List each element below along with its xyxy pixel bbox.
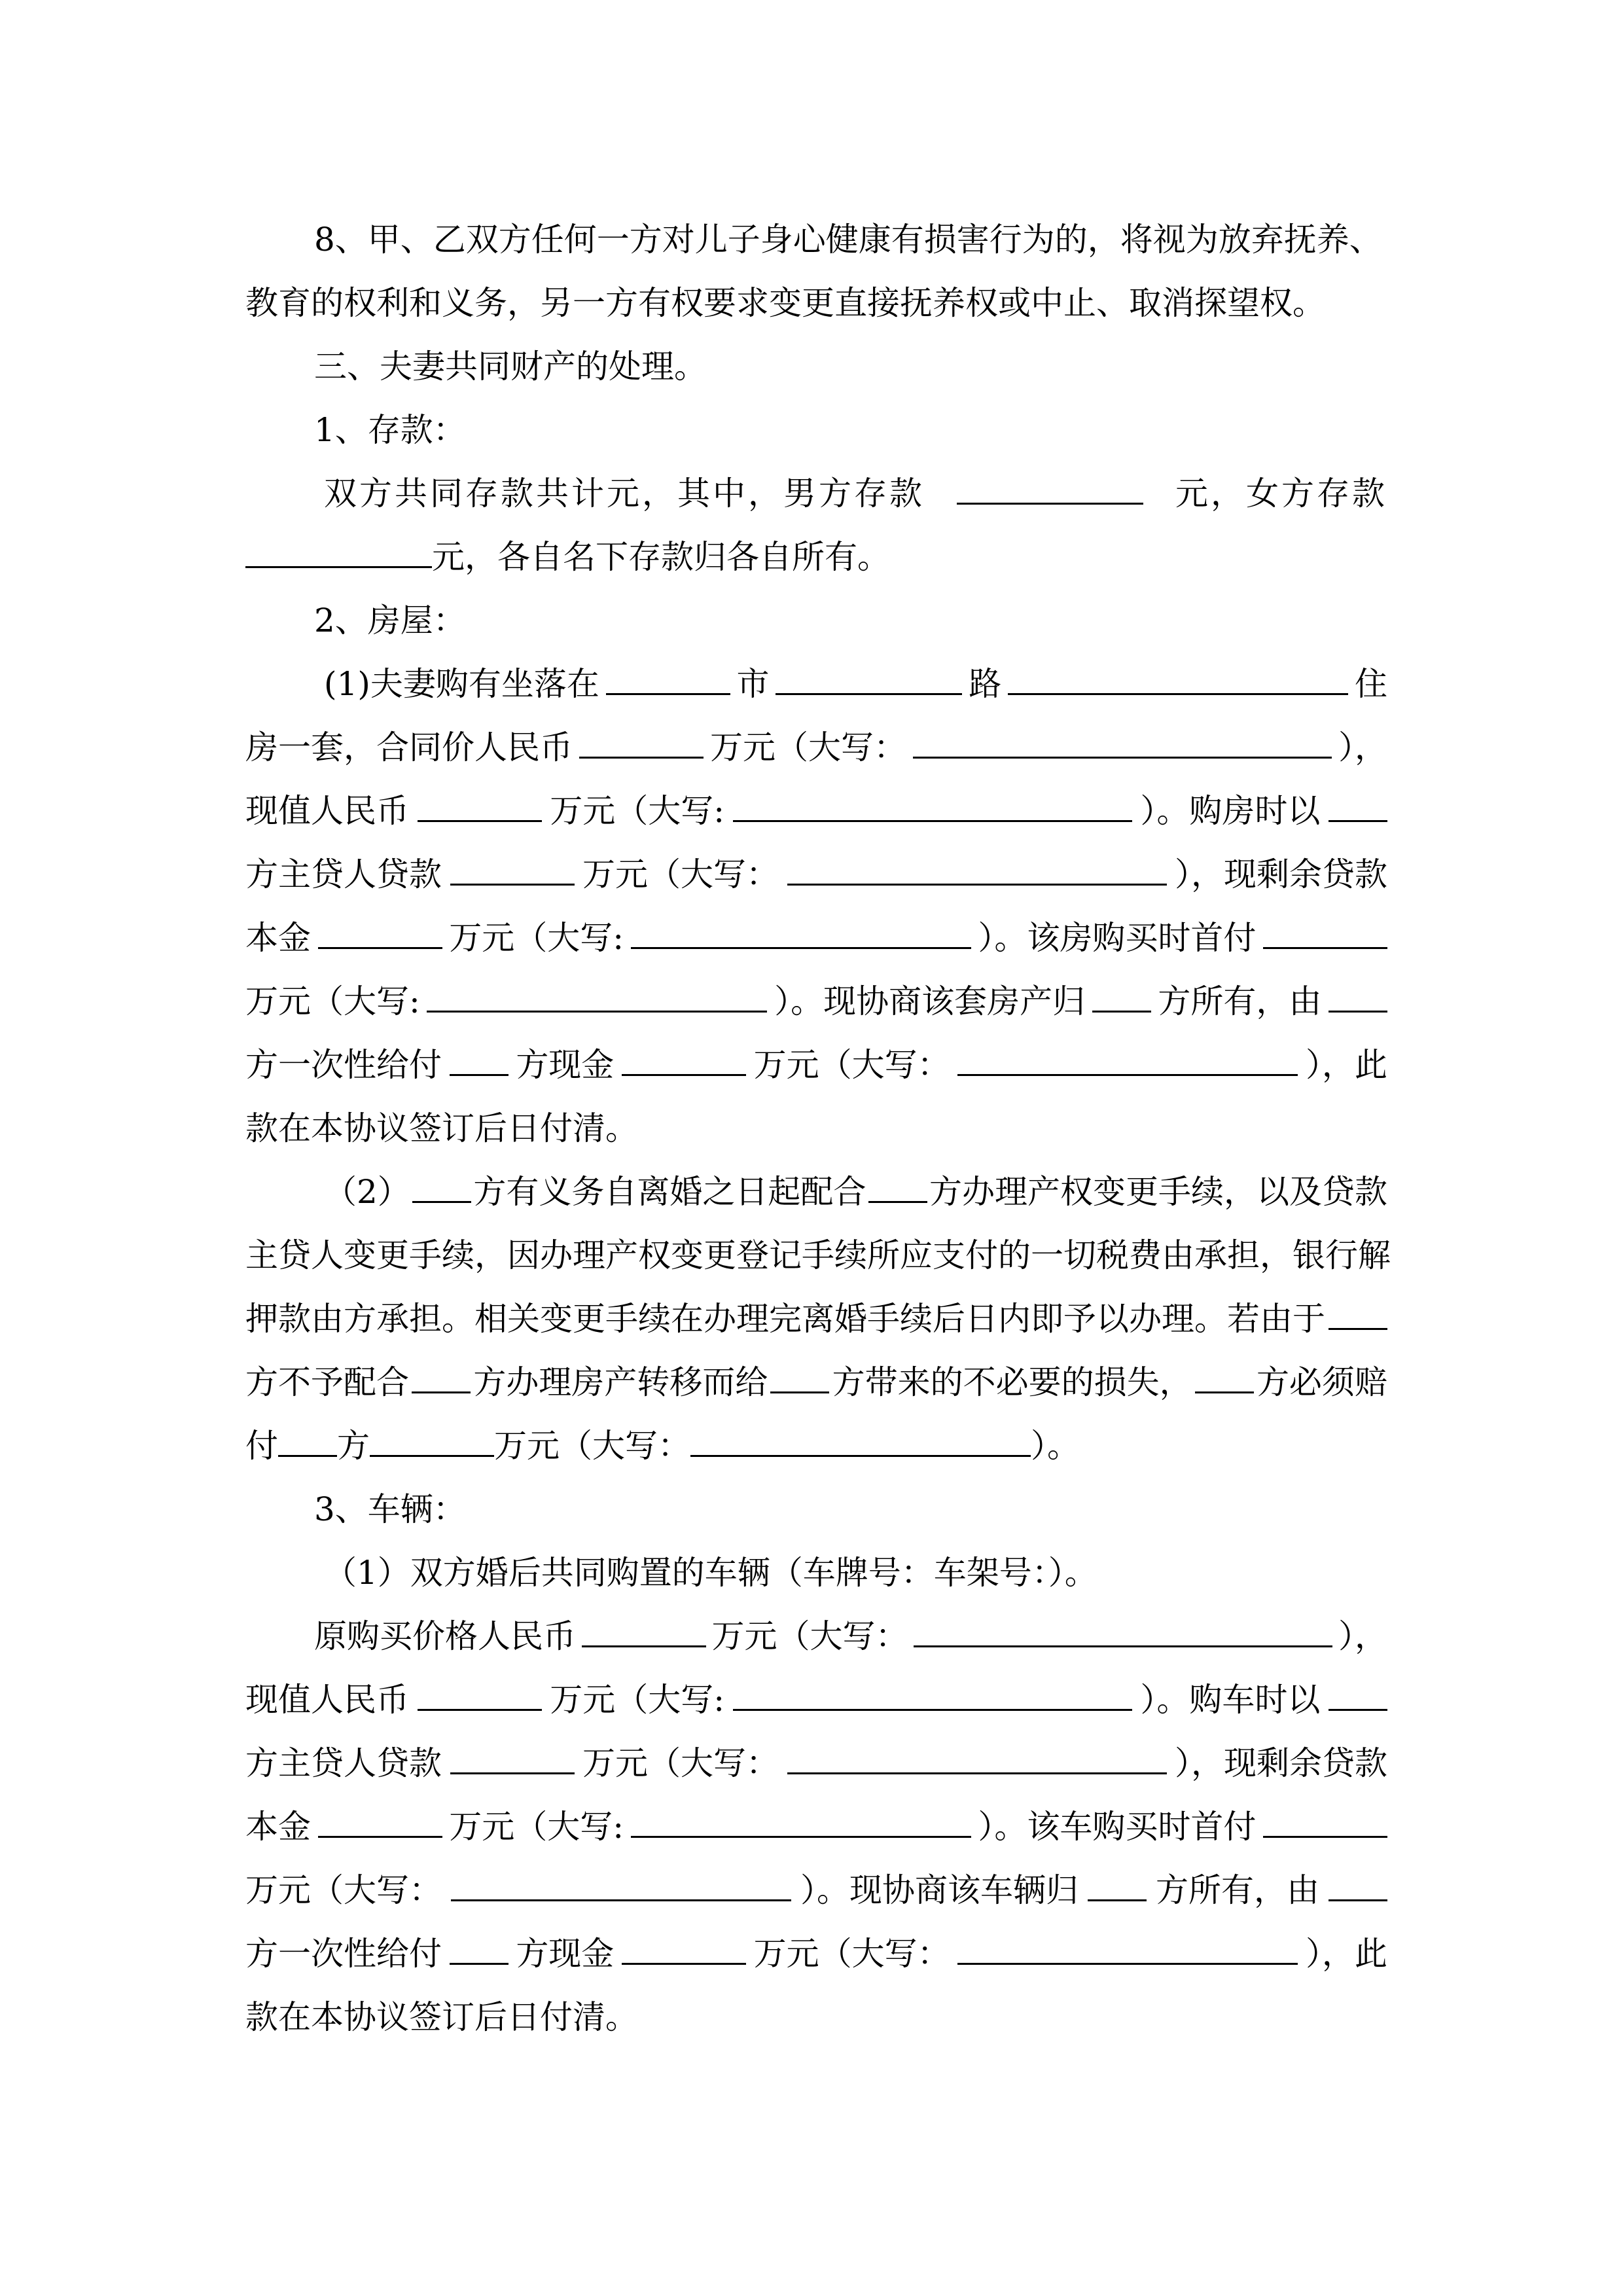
subheading-vehicle: 3、车辆： — [314, 1490, 466, 1528]
damaged-party-blank[interactable] — [770, 1365, 829, 1393]
vehicle-line-5: 本金 万元（大写: ）。该车购买时首付 — [245, 1795, 1387, 1859]
transfer-line-4: 方不予配合 方办理房产转移而给 方带来的不必要的损失， 方必须赔 — [245, 1363, 1387, 1401]
subheading-house: 2、房屋： — [314, 601, 466, 639]
vehicle-loan-blank[interactable] — [450, 1746, 575, 1774]
vehicle-price-words-blank[interactable] — [914, 1619, 1332, 1647]
city-blank[interactable] — [606, 667, 730, 695]
road-blank[interactable] — [776, 667, 962, 695]
house-line-1: (1)夫妻购有坐落在 市 路 住 — [324, 665, 1387, 703]
obligated-party-blank[interactable] — [412, 1175, 471, 1203]
house-line-6: 万元（大写: ）。现协商该套房产归 方所有，由 — [245, 970, 1387, 1033]
vehicle-value-blank[interactable] — [418, 1683, 542, 1711]
house-line-4: 方主贷人贷款 万元（大写： ），现剩余贷款 — [245, 855, 1387, 893]
vehicle-principal-words-blank[interactable] — [631, 1810, 971, 1838]
down-payment-words-blank[interactable] — [427, 984, 767, 1013]
loan-amount-blank[interactable] — [450, 857, 575, 886]
house-line-8: 款在本协议签订后日付清。 — [245, 1109, 638, 1147]
down-payment-blank[interactable] — [1263, 921, 1387, 949]
vehicle-value-words-blank[interactable] — [733, 1683, 1132, 1711]
vehicle-payer-party-blank[interactable] — [1329, 1873, 1387, 1901]
loan-amount-words-blank[interactable] — [787, 857, 1167, 886]
current-value-blank[interactable] — [418, 794, 542, 822]
subheading-savings: 1、存款： — [314, 411, 466, 449]
vehicle-principal-blank[interactable] — [318, 1810, 442, 1838]
house-line-7: 方一次性给付 方现金 万元（大写： ），此 — [245, 1046, 1387, 1084]
owner-party-blank[interactable] — [1092, 984, 1151, 1013]
vehicle-line-8: 款在本协议签订后日付清。 — [245, 1998, 638, 2036]
vehicle-down-payment-blank[interactable] — [1263, 1810, 1387, 1838]
vehicle-purchase-party-blank[interactable] — [1329, 1683, 1387, 1711]
payer-party-blank[interactable] — [1329, 984, 1387, 1013]
vehicle-line-2: 原购买价格人民币 万元（大写： ）， — [314, 1617, 1387, 1655]
clause-8-line-1: 8、甲、乙双方任何一方对儿子身心健康有损害行为的，将视为放弃抚养、 — [314, 221, 1382, 259]
transfer-line-5: 付 方 万元（大写： ）。 — [245, 1427, 1080, 1465]
house-line-3: 现值人民币 万元（大写: ）。购房时以 — [245, 780, 1387, 843]
vehicle-price-blank[interactable] — [582, 1619, 706, 1647]
vehicle-down-payment-words-blank[interactable] — [451, 1873, 791, 1901]
cash-amount-words-blank[interactable] — [957, 1048, 1298, 1076]
section-heading-property: 三、夫妻共同财产的处理。 — [314, 348, 707, 386]
transfer-line-3: 押款由方承担。相关变更手续在办理完离婚手续后日内即予以办理。若由于 — [245, 1287, 1387, 1351]
liable-party-blank[interactable] — [1195, 1365, 1254, 1393]
transfer-party-blank[interactable] — [868, 1175, 927, 1203]
savings-line-2: 元，各自名下存款归各自所有。 — [245, 526, 1387, 589]
contract-price-blank[interactable] — [579, 730, 704, 759]
current-value-words-blank[interactable] — [733, 794, 1132, 822]
noncooperating-party-blank[interactable] — [1329, 1302, 1387, 1330]
payee-party-blank[interactable] — [450, 1048, 508, 1076]
female-savings-blank[interactable] — [245, 540, 432, 568]
address-blank[interactable] — [1008, 667, 1348, 695]
vehicle-line-6: 万元（大写： ）。现协商该车辆归 方所有，由 — [245, 1859, 1387, 1922]
vehicle-line-1: （1）双方婚后共同购置的车辆（车牌号：车架号：）。 — [324, 1554, 1097, 1592]
purchase-party-blank[interactable] — [1329, 794, 1387, 822]
vehicle-line-7: 方一次性给付 方现金 万元（大写： ），此 — [245, 1935, 1387, 1973]
principal-words-blank[interactable] — [631, 921, 971, 949]
cash-amount-blank[interactable] — [622, 1048, 746, 1076]
vehicle-cash-blank[interactable] — [622, 1937, 746, 1965]
vehicle-payee-party-blank[interactable] — [450, 1937, 508, 1965]
vehicle-loan-words-blank[interactable] — [787, 1746, 1167, 1774]
transfer-party-2-blank[interactable] — [412, 1365, 471, 1393]
compensation-blank[interactable] — [370, 1429, 494, 1457]
house-line-5: 本金 万元（大写: ）。该房购买时首付 — [245, 906, 1387, 970]
vehicle-line-4: 方主贷人贷款 万元（大写： ），现剩余贷款 — [245, 1744, 1387, 1782]
principal-blank[interactable] — [318, 921, 442, 949]
document-page — [245, 208, 1391, 2049]
savings-line-1: 双方共同存款共计元，其中，男方存款 元，女方存款 — [324, 475, 1387, 512]
house-line-2: 房一套，合同价人民币 万元（大写： ）， — [245, 728, 1387, 766]
male-savings-blank[interactable] — [957, 476, 1143, 505]
transfer-line-2: 主贷人变更手续，因办理产权变更登记手续所应支付的一切税费由承担，银行解 — [245, 1236, 1391, 1274]
compensation-words-blank[interactable] — [690, 1429, 1031, 1457]
contract-price-words-blank[interactable] — [913, 730, 1332, 759]
clause-8-line-2: 教育的权利和义务，另一方有权要求变更直接抚养权或中止、取消探望权。 — [245, 284, 1325, 322]
vehicle-cash-words-blank[interactable] — [957, 1937, 1298, 1965]
vehicle-owner-party-blank[interactable] — [1088, 1873, 1147, 1901]
transfer-line-1: （2） 方有义务自离婚之日起配合 方办理产权变更手续，以及贷款 — [324, 1173, 1387, 1211]
compensated-party-blank[interactable] — [278, 1429, 337, 1457]
vehicle-line-3: 现值人民币 万元（大写: ）。购车时以 — [245, 1668, 1387, 1732]
